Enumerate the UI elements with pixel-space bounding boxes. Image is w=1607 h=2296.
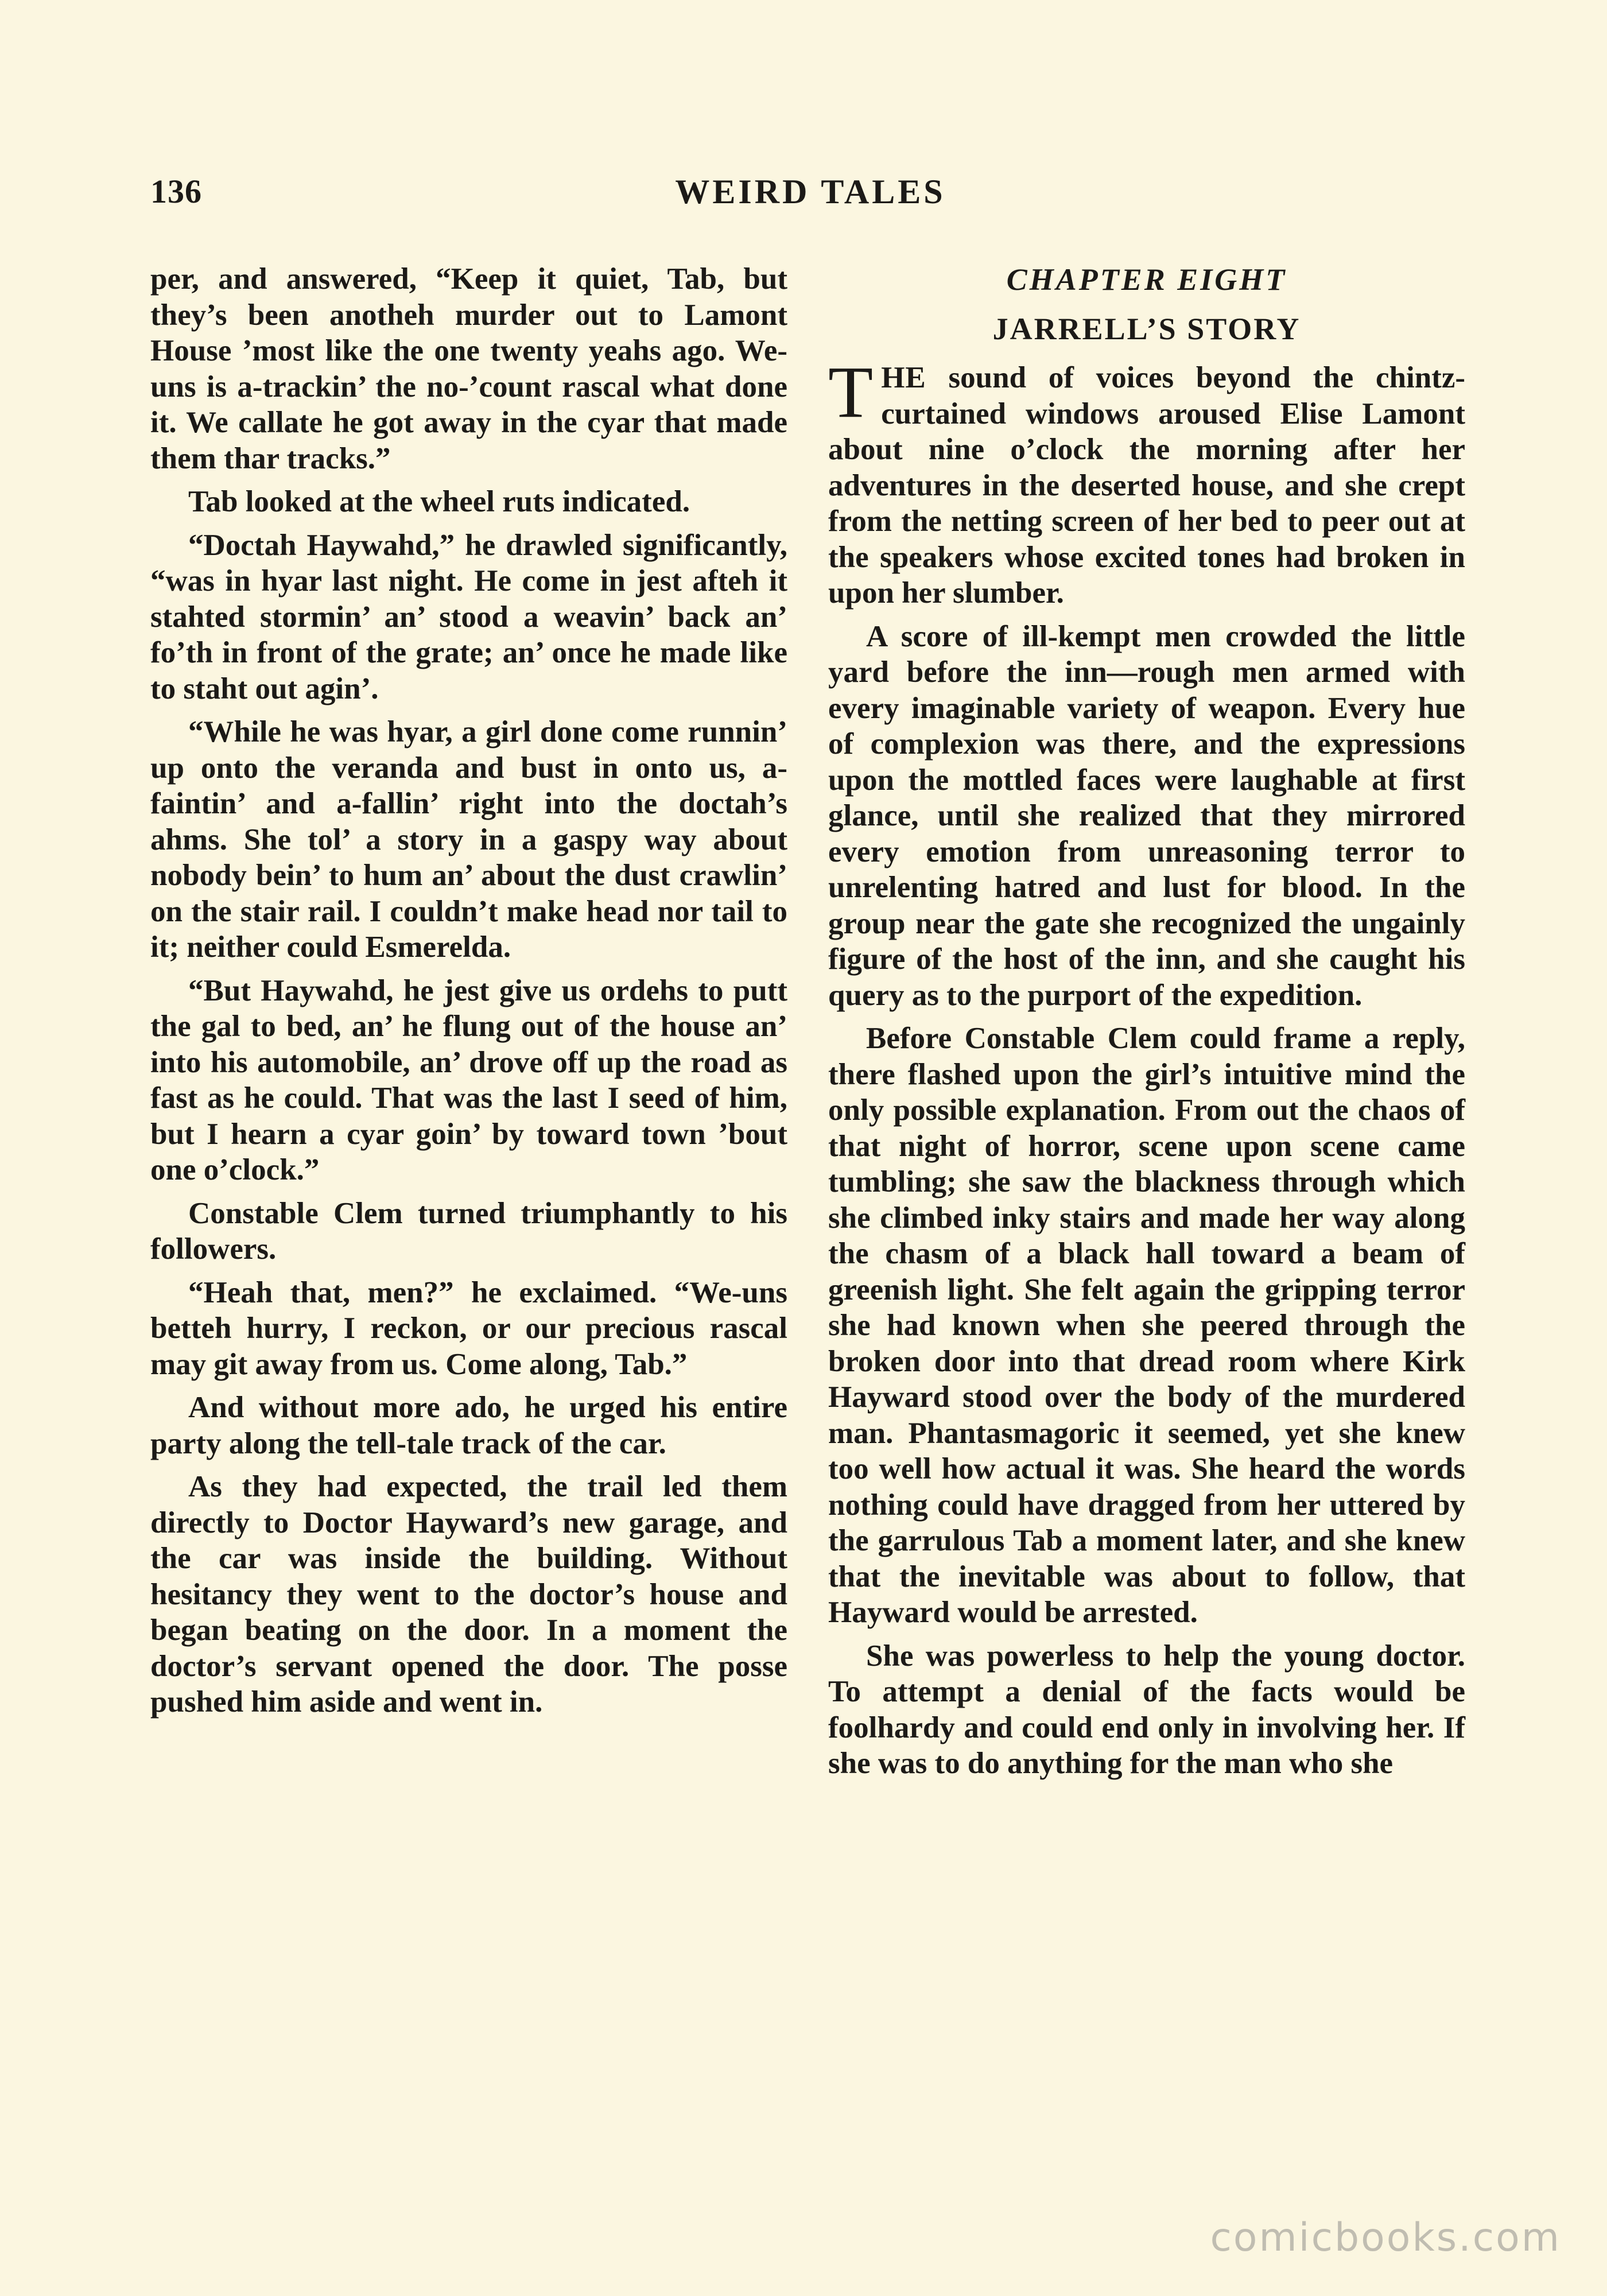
drop-cap: T — [828, 351, 874, 433]
left-column — [150, 261, 787, 1728]
opening-paragraph — [828, 351, 1465, 611]
paragraph: Tab looked at the wheel ruts indicated. — [188, 485, 690, 518]
site-watermark: comicbooks.com — [1210, 2215, 1561, 2260]
opening-text: sound of voices beyond the chintz-curtained windows aroused Elise Lamont about nine o’clock the morning after her adventures in the deserted house, and she crept from the netting screen of her bed to peer out at the speakers whose excited tones had broken in upon her slumber. — [828, 361, 1465, 610]
paragraph: Before Constable Clem could frame a reply, there flashed upon the girl’s intuitive mind the only possible explanation. From out the chaos of that night of horror, scene upon scene came tumbling; she saw the blackness through which she climbed inky stairs and made her way along the chasm of a black hall toward a beam of greenish light. She felt again the gripping terror she had known when she peered through the broken door into that dread room where Kirk Hayward stood over the body of the murdered man. Phantasmagoric it seemed, yet she knew too well how actual it was. She heard the words nothing could have dragged from her uttered by the garrulous Tab a moment later, and she knew that the inevitable was about to follow, that Hayward would be arrested. — [828, 1022, 1465, 1629]
paragraph: “But Haywahd, he jest give us ordehs to putt the gal to bed, an’ he flung out of the house an’ into his automobile, an’ drove off up the road as fast as he could. That was the last I seed of him, but I hearn a cyar goin’ by toward town ’bout one o’clock.” — [150, 974, 787, 1186]
opening-caps: HE — [881, 361, 926, 394]
paragraph: “Doctah Haywahd,” he drawled significantly, “was in hyar last night. He come in jest afteh it stahted stormin’ an’ stood a weavin’ back an’ fo’th in front of the grate; an’ once he made like to staht out agin’. — [150, 528, 787, 705]
right-column — [828, 261, 1465, 1789]
paragraph: Constable Clem turned triumphantly to his followers. — [150, 1196, 787, 1266]
paragraph: A score of ill-kempt men crowded the little yard before the inn—rough men armed with every imaginable variety of weapon. Every hue of complexion was there, and the expressions upon the mottled faces were laughable at first glance, until she realized that they mirrored every emotion from unreasoning terror to unrelenting hatred and lust for blood. In the group near the gate she recognized the ungainly figure of the host of the inn, and she caught his query as to the purport of the expedition. — [828, 619, 1465, 1012]
running-head: WEIRD TALES — [675, 173, 946, 211]
chapter-subtitle: JARRELL’S STORY — [992, 312, 1301, 346]
paragraph: And without more ado, he urged his entire party along the tell-tale track of the car. — [150, 1391, 787, 1460]
paragraph: As they had expected, the trail led them directly to Doctor Hayward’s new garage, and the car was inside the building. Without hesitancy they went to the doctor’s house and began beating on the door. In a moment the doctor’s servant opened the door. The posse pushed him aside and went in. — [150, 1470, 787, 1719]
paragraph: “Heah that, men?” he exclaimed. “We-uns betteh hurry, I reckon, or our precious rascal may git away from us. Come along, Tab.” — [150, 1275, 787, 1381]
chapter-title: CHAPTER EIGHT — [1006, 262, 1287, 297]
paragraph: She was powerless to help the young doctor. To attempt a denial of the facts would be foolhardy and could end only in involving her. If she was to do anything for the man who she — [828, 1639, 1465, 1780]
page-header — [150, 172, 1470, 218]
paragraph: “While he was hyar, a girl done come runnin’ up onto the veranda and bust in onto us, a-faintin’ and a-fallin’ right into the doctah’s ahms. She tol’ a story in a gaspy way about nobody bein’ to hum an’ about the dust crawlin’ on the stair rail. I couldn’t make head nor tail to it; neither could Esmerelda. — [150, 715, 787, 964]
paragraph: per, and answered, “Keep it quiet, Tab, but they’s been anotheh murder out to Lamont House ’most like the one twenty yeahs ago. We-uns is a-trackin’ the no-’count rascal what done it. We callate he got away in the cyar that made them thar tracks.” — [150, 262, 787, 475]
page-number: 136 — [150, 173, 202, 210]
